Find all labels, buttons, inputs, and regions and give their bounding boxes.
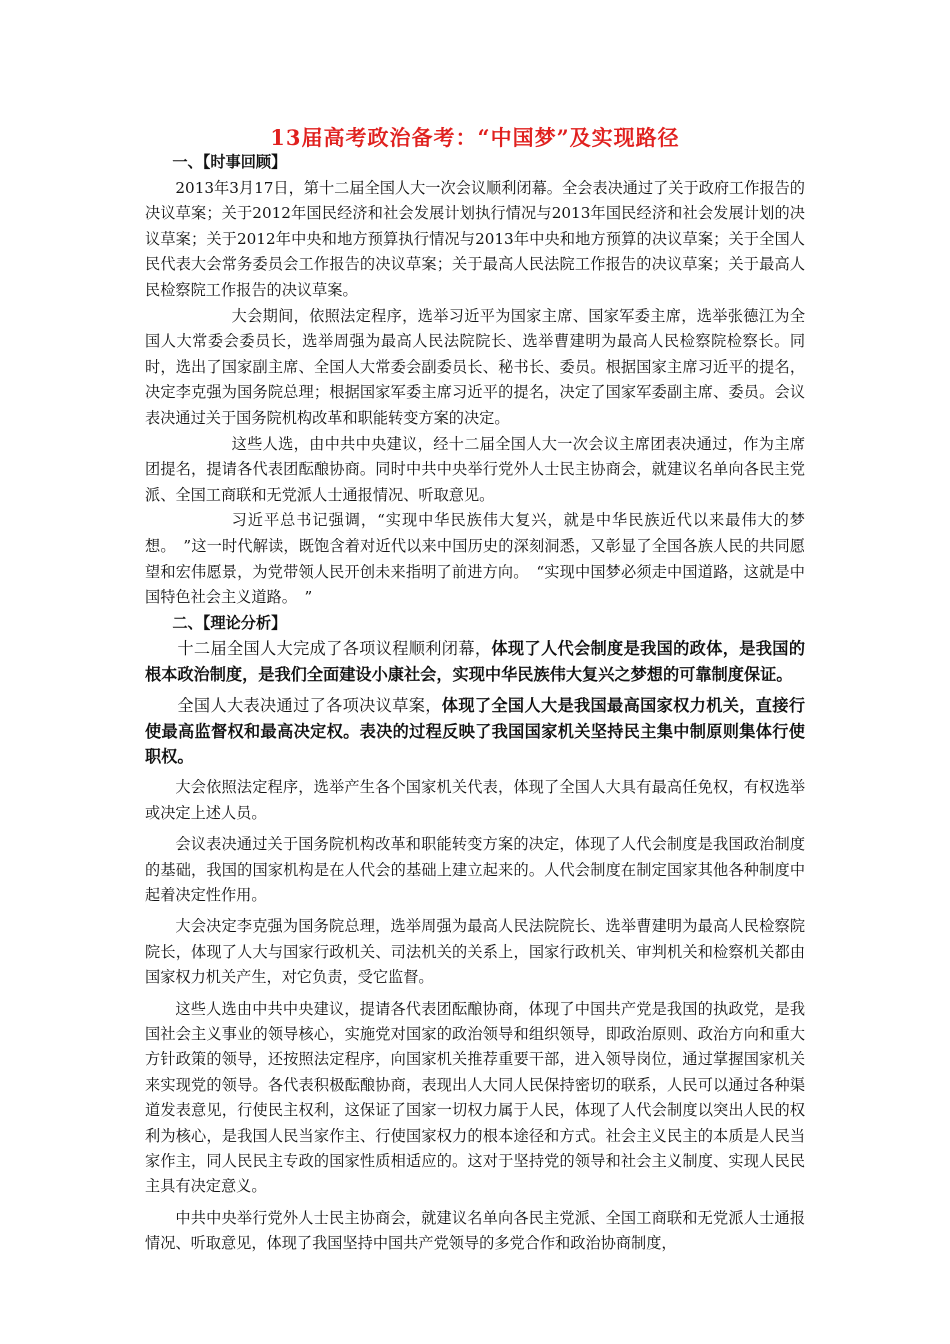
paragraph: 大会决定李克强为国务院总理，选举周强为最高人民法院院长、选举曹建明为最高人民检察院院长，体现了人大与国家行政机关、司法机关的关系上，国家行政机关、审判机关和检察机关都由国家权力机关产生，对它负责，受它监督。 [145, 917, 805, 987]
section-heading-theory-analysis: 二、【理论分析】 [172, 613, 287, 632]
paragraph-text: 全国人大表决通过了各项决议草案， [177, 696, 442, 716]
emphasis-text: 体现了人代会制度是我国的政体，是我国的根本政治制度，是我们全面建设小康社会，实现中华民族伟大复兴之梦想的可靠制度保证。 [145, 639, 806, 684]
paragraph-text: 十二届全国人大完成了各项议程顺利闭幕， [177, 639, 492, 659]
paragraph [145, 693, 805, 769]
paragraph: 会议表决通过关于国务院机构改革和职能转变方案的决定，体现了人代会制度是我国政治制度的基础，我国的国家机构是在人代会的基础上建立起来的。人代会制度在制定国家其他各种制度中起着决定性作用。 [145, 835, 805, 904]
emphasis-text: 体现了全国人大是我国最高国家权力机关，直接行使最高监督权和最高决定权。表决的过程反映了我国国家机关坚持民主集中制原则集体行使职权。 [145, 696, 806, 766]
analysis-section [145, 636, 805, 1256]
paragraph: 中共中央举行党外人士民主协商会，就建议名单向各民主党派、全国工商联和无党派人士通报情况、听取意见，体现了我国坚持中国共产党领导的多党合作和政治协商制度， [145, 1208, 805, 1253]
paragraph: 这些人选由中共中央建议，提请各代表团酝酿协商，体现了中国共产党是我国的执政党，是我国社会主义事业的领导核心，实施党对国家的政治领导和组织领导，即政治原则、政治方向和重大方针政策的领导，还按照法定程序，向国家机关推荐重要干部，进入领导岗位，通过掌握国家机关来实现党的领导。各代表积极酝酿协商，表现出人大同人民保持密切的联系，人民可以通过各种渠道发表意见，行使民主权利，这保证了国家一切权力属于人民，体现了人代会制度以突出人民的权利为核心，是我国人民当家作主、行使国家权力的根本途径和方式。社会主义民主的本质是人民当家作主，同人民民主专政的国家性质相适应的。这对于坚持党的领导和社会主义制度、实现人民民主具有决定意义。 [145, 999, 805, 1196]
paragraph [145, 636, 805, 687]
paragraph: 习近平总书记强调，“实现中华民族伟大复兴，就是中华民族近代以来最伟大的梦想。 ”这一时代解读，既饱含着对近代以来中国历史的深刻洞悉，又彰显了全国各族人民的共同愿望和宏伟愿景，为党带领人民开创未来指明了前进方向。 “实现中国梦必须走中国道路，这就是中国特色社会主义道路。 ” [145, 511, 805, 607]
section-heading-news-review: 一、【时事回顾】 [172, 153, 287, 171]
paragraph: 这些人选，由中共中央建议，经十二届全国人大一次会议主席团表决通过，作为主席团提名，提请各代表团酝酿协商。同时中共中央举行党外人士民主协商会，就建议名单向各民主党派、全国工商联和无党派人士通报情况、听取意见。 [145, 434, 805, 504]
document-title: 13届高考政治备考：“中国梦”及实现路径 [270, 125, 680, 150]
paragraph: 大会期间，依照法定程序，选举习近平为国家主席、国家军委主席，选举张德江为全国人大常委会委员长，选举周强为最高人民法院院长、选举曹建明为最高人民检察院检察长。同时，选出了国家副主席、全国人大常委会副委员长、秘书长、委员。根据国家主席习近平的提名，决定李克强为国务院总理；根据国家军委主席习近平的提名，决定了国家军委副主席、委员。会议表决通过关于国务院机构改革和职能转变方案的决定。 [145, 306, 805, 427]
document-body [145, 150, 805, 1257]
paragraph: 2013年3月17日，第十二届全国人大一次会议顺利闭幕。全会表决通过了关于政府工作报告的决议草案；关于2012年国民经济和社会发展计划执行情况与2013年国民经济和社会发展计划的决议草案；关于2012年中央和地方预算执行情况与2013年中央和地方预算的决议草案；关于全国人民代表大会常务委员会工作报告的决议草案；关于最高人民法院工作报告的决议草案；关于最高人民检察院工作报告的决议草案。 [145, 178, 805, 299]
paragraph: 大会依照法定程序，选举产生各个国家机关代表，体现了全国人大具有最高任免权，有权选举或决定上述人员。 [145, 778, 805, 822]
